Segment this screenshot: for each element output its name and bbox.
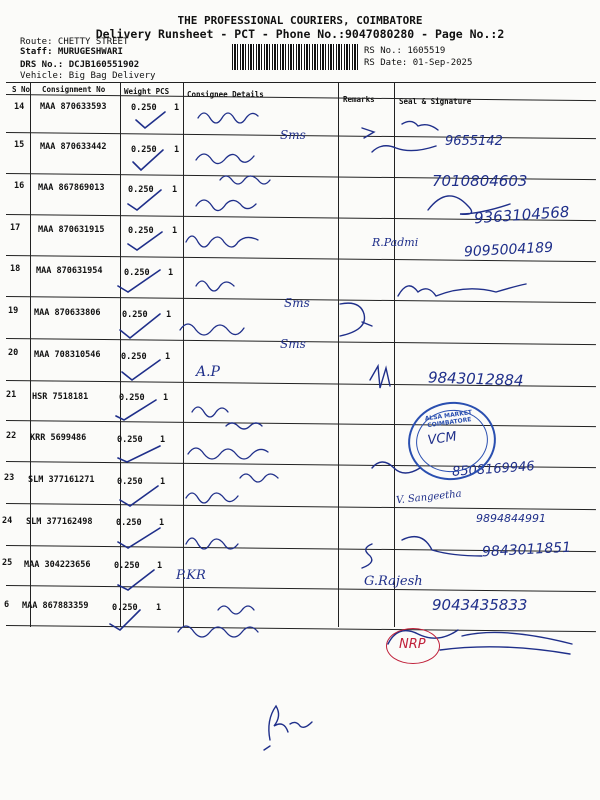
company-title: THE PROFESSIONAL COURIERS, COIMBATORE <box>177 14 423 27</box>
row-pcs: 1 <box>160 477 166 487</box>
row-consignment: SLM 377161271 <box>28 475 95 485</box>
signature-g-rajesh: G.Rajesh <box>364 574 423 589</box>
row-consignment: MAA 870633593 <box>40 102 107 112</box>
rs-number: RS No.: 1605519 <box>364 46 446 56</box>
row-weight: 0.250 <box>117 477 143 487</box>
row-weight: 0.250 <box>116 518 142 528</box>
row-consignment: MAA 708310546 <box>34 350 101 360</box>
row-s-no: 14 <box>14 102 25 112</box>
row-pcs: 1 <box>172 226 178 236</box>
col-weight-pcs: Weight PCS <box>124 87 170 96</box>
row-pcs: 1 <box>156 603 162 613</box>
row-pcs: 1 <box>172 185 178 195</box>
col-remarks: Remarks <box>343 95 375 104</box>
row-pcs: 1 <box>157 561 163 571</box>
row-s-no: 6 <box>4 600 10 610</box>
row-weight: 0.250 <box>131 145 157 155</box>
signature-phone: 9843012884 <box>427 368 524 390</box>
row-s-no: 22 <box>6 431 17 441</box>
row-weight: 0.250 <box>124 268 150 278</box>
signature-phone: 9843011851 <box>481 539 572 561</box>
handwriting-pkr: P.KR <box>176 568 206 583</box>
row-s-no: 23 <box>4 473 15 483</box>
row-s-no: 21 <box>6 390 17 400</box>
col-s-no: S No <box>12 85 31 94</box>
row-s-no: 17 <box>10 223 21 233</box>
row-consignment: HSR 7518181 <box>32 392 89 402</box>
row-weight: 0.250 <box>117 435 143 445</box>
handwriting-sms: Sms <box>280 128 306 142</box>
row-consignment: MAA 867883359 <box>22 601 89 611</box>
signature-phone: 9095004189 <box>463 239 554 261</box>
route: Route: CHETTY STREET <box>20 37 129 47</box>
signature-phone: 9043435833 <box>432 596 528 614</box>
vehicle: Vehicle: Big Bag Delivery <box>20 71 156 81</box>
row-consignment: KRR 5699486 <box>30 433 87 443</box>
row-s-no: 24 <box>2 516 13 526</box>
stamp-text: ALSA MARKET COIMBATORE <box>424 408 473 430</box>
signature-phone: 7010804603 <box>432 172 528 190</box>
handwriting-sms: Sms <box>280 337 306 351</box>
handwriting-sms: Sms <box>284 296 310 310</box>
row-consignment: MAA 870633442 <box>40 142 107 152</box>
row-s-no: 19 <box>8 306 19 316</box>
row-s-no: 18 <box>10 264 21 274</box>
row-consignment: MAA 870631915 <box>38 225 105 235</box>
row-consignment: MAA 870633806 <box>34 308 101 318</box>
row-pcs: 1 <box>163 393 169 403</box>
row-s-no: 20 <box>8 348 19 358</box>
row-s-no: 15 <box>14 140 25 150</box>
signature-phone: 9894844991 <box>476 512 546 525</box>
row-s-no: 25 <box>2 558 13 568</box>
nrp-stamp <box>386 628 440 664</box>
row-consignment: MAA 870631954 <box>36 266 103 276</box>
row-pcs: 1 <box>165 352 171 362</box>
row-weight: 0.250 <box>119 393 145 403</box>
row-s-no: 16 <box>14 181 25 191</box>
row-weight: 0.250 <box>114 561 140 571</box>
row-pcs: 1 <box>174 145 180 155</box>
row-consignment: MAA 304223656 <box>24 560 91 570</box>
runsheet-title: Delivery Runsheet - PCT - Phone No.:9047080280 - Page No.:2 <box>95 27 505 41</box>
row-weight: 0.250 <box>112 603 138 613</box>
row-pcs: 1 <box>159 518 165 528</box>
row-weight: 0.250 <box>128 185 154 195</box>
row-pcs: 1 <box>174 103 180 113</box>
row-weight: 0.250 <box>122 310 148 320</box>
row-consignment: MAA 867869013 <box>38 183 105 193</box>
nrp-text: NRP <box>399 637 426 652</box>
row-weight: 0.250 <box>131 103 157 113</box>
signature-phone: 8508169946 <box>451 459 536 480</box>
col-consignee: Consignee Details <box>187 90 264 99</box>
row-pcs: 1 <box>168 268 174 278</box>
signature-v-sangeetha: V. Sangeetha <box>395 488 463 507</box>
row-pcs: 1 <box>166 310 172 320</box>
row-pcs: 1 <box>160 435 166 445</box>
col-consignment: Consignment No <box>42 85 106 94</box>
stamp-signature: VCM <box>426 429 458 449</box>
row-consignment: SLM 377162498 <box>26 517 93 527</box>
rs-date: RS Date: 01-Sep-2025 <box>364 58 473 68</box>
col-seal: Seal & Signature <box>399 97 472 106</box>
handwriting-ap: A.P <box>196 364 220 380</box>
row-weight: 0.250 <box>128 226 154 236</box>
signature-phone: 9363104568 <box>473 202 570 228</box>
row-weight: 0.250 <box>121 352 147 362</box>
signature-r-padmi: R.Padmi <box>372 236 419 249</box>
signature-phone: 9655142 <box>445 134 503 149</box>
drs-number: DRS No.: DCJB160551902 <box>20 60 140 70</box>
staff: Staff: MURUGESHWARI <box>20 47 123 57</box>
